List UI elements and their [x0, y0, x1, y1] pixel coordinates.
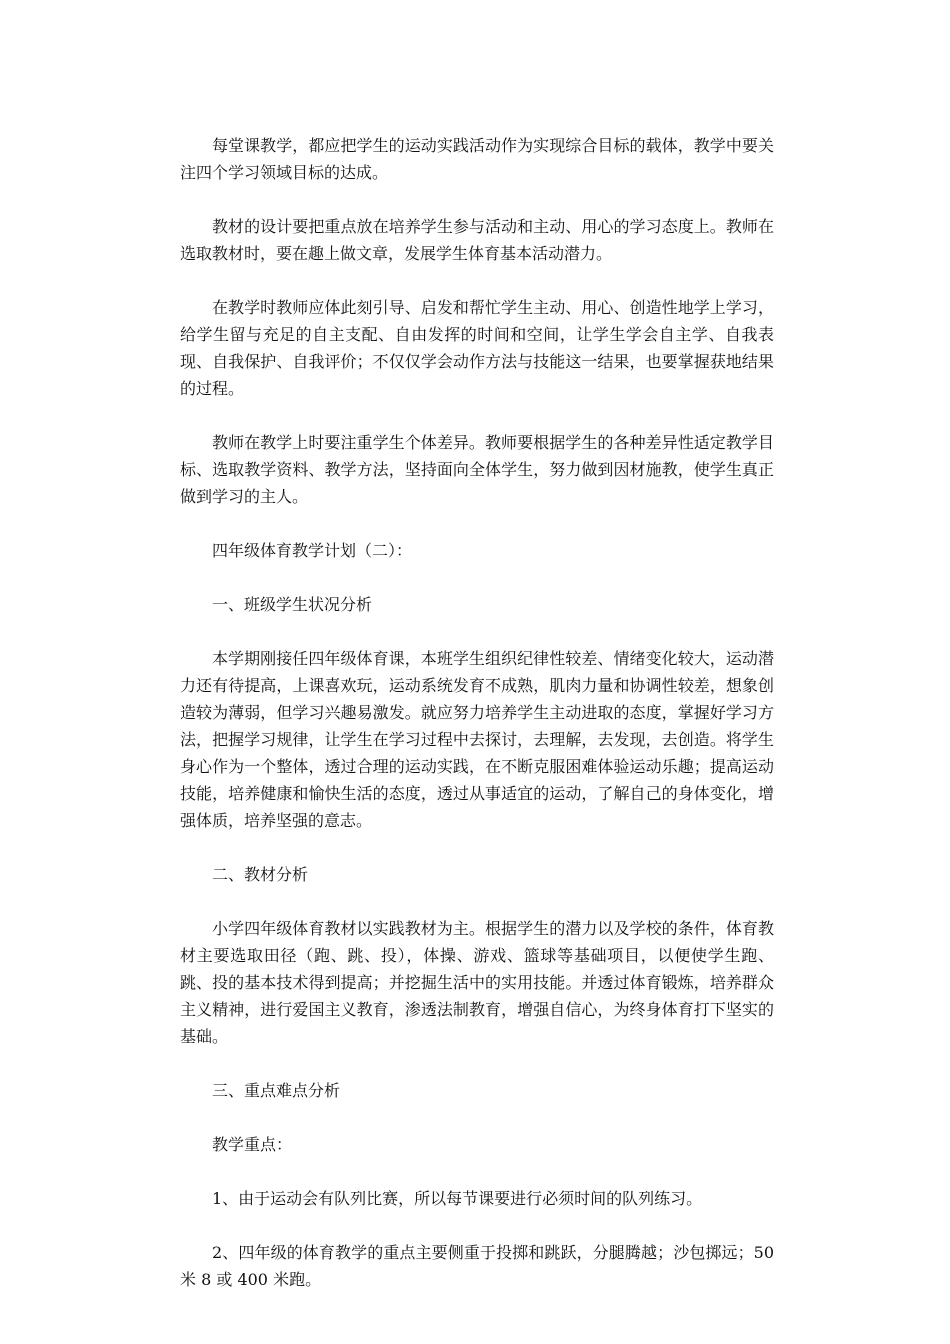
heading-key-points: 三、重点难点分析 [212, 1081, 341, 1100]
label-teaching-focus: 教学重点： [212, 1135, 293, 1154]
paragraph-class-analysis: 本学期刚接任四年级体育课，本班学生组织纪律性较差、情绪变化较大，运动潜力还有待提高，上课喜欢玩，运动系统发育不成熟，肌肉力量和协调性较差，想象创造较为薄弱，但学习兴趣易激发。就应努力培养学生主动进取的态度，掌握好学习方法，把握学习规律，让学生在学习过程中去探讨，去理解，去发现，去创造。将学生身心作为一个整体，透过合理的运动实践，在不断克服困难体验运动乐趣；提高运动技能，培养健康和愉快生活的态度，透过从事适宜的运动，了解自己的身体变化，增强体质，培养坚强的意志。 [180, 649, 774, 830]
paragraph-material-analysis: 小学四年级体育教材以实践教材为主。根据学生的潜力以及学校的条件，体育教材主要选取田径（跑、跳、投），体操、游戏、篮球等基础项目，以便使学生跑、跳、投的基本技术得到提高；并挖掘生活中的实用技能。并透过体育锻炼，培养群众主义精神，进行爱国主义教育，渗透法制教育，增强自信心，为终身体育打下坚实的基础。 [180, 919, 774, 1046]
heading-plan-two: 四年级体育教学计划（二）： [212, 541, 413, 560]
document-page [180, 132, 774, 1293]
list-item-focus-1: 1、由于运动会有队列比赛，所以每节课要进行必须时间的队列练习。 [212, 1189, 703, 1208]
paragraph-teaching-goal: 每堂课教学，都应把学生的运动实践活动作为实现综合目标的载体，教学中要关注四个学习领域目标的达成。 [180, 136, 774, 182]
paragraph-individual-differences: 教师在教学上时要注重学生个体差异。教师要根据学生的各种差异性适定教学目标、选取教学资料、教学方法，坚持面向全体学生，努力做到因材施教，使学生真正做到学习的主人。 [180, 433, 774, 506]
paragraph-teacher-guidance: 在教学时教师应体此刻引导、启发和帮忙学生主动、用心、创造性地学上学习，给学生留与充足的自主支配、自由发挥的时间和空间，让学生学会自主学、自我表现、自我保护、自我评价；不仅仅学会动作方法与技能这一结果，也要掌握获地结果的过程。 [180, 298, 774, 398]
list-item-focus-2: 2、四年级的体育教学的重点主要侧重于投掷和跳跃，分腿腾越；沙包掷远；50 米 8 或 400 米跑。 [180, 1243, 774, 1289]
heading-class-analysis: 一、班级学生状况分析 [212, 595, 373, 614]
paragraph-material-design: 教材的设计要把重点放在培养学生参与活动和主动、用心的学习态度上。教师在选取教材时，要在趣上做文章，发展学生体育基本活动潜力。 [180, 217, 774, 263]
heading-material-analysis: 二、教材分析 [212, 865, 309, 884]
